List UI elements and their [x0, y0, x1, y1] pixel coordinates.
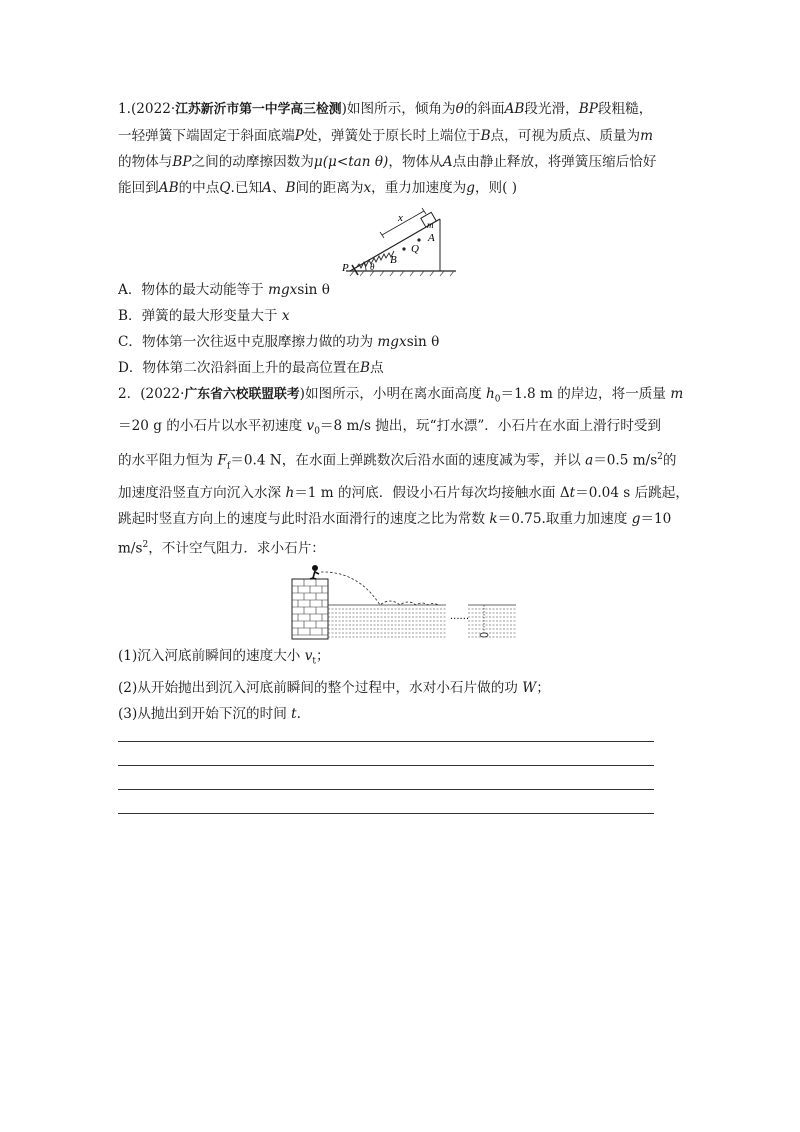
option-a-expr: mgx — [268, 282, 298, 298]
q1-bp: BP — [578, 101, 598, 117]
sub2-tail: ； — [536, 679, 550, 696]
q2-text: m/s — [118, 540, 143, 557]
q2-line-2 — [118, 413, 662, 445]
q1-text: 处，弹簧处于原长时上端位于 — [303, 128, 481, 144]
ground-hatch — [350, 271, 454, 276]
q1-option-c — [118, 329, 658, 355]
q1-m: m — [640, 128, 654, 144]
q1-text: 段光滑， — [524, 101, 579, 117]
q1-line-1 — [118, 96, 658, 123]
q2-sub-3 — [118, 701, 658, 727]
answer-line[interactable] — [118, 813, 654, 814]
ellipsis-gap: ...... — [450, 611, 470, 623]
question-1 — [118, 96, 658, 381]
q2-g: g — [631, 510, 641, 527]
option-c-tail: sin θ — [406, 334, 440, 350]
q2-text: ＝1.8 m 的岸边，将一质量 — [500, 386, 671, 402]
q1-text: 之间的动摩擦因数为 — [191, 154, 314, 170]
q1-ab: AB — [504, 101, 525, 117]
incline-diagram — [118, 201, 658, 277]
sub3-t: t — [291, 705, 297, 722]
q2-text: ＝0.75.取重力加速度 — [497, 510, 632, 527]
option-a-text: A．物体的最大动能等于 — [118, 282, 269, 298]
q2-line-4 — [118, 480, 689, 506]
stone — [480, 633, 488, 637]
label-theta: θ — [370, 262, 375, 272]
sub3-text: (3)从抛出到开始下沉的时间 — [118, 705, 292, 722]
q2-text: 加速度沿竖直方向沉入水深 — [118, 484, 286, 501]
q1-option-d — [118, 355, 658, 381]
q2-text: ＝1 m 的河底．假设小石片每次均接触水面 Δ — [294, 484, 570, 501]
question-2 — [118, 381, 689, 727]
option-d-b: B — [360, 360, 370, 376]
label-a: A — [428, 232, 435, 244]
q1-q: Q — [219, 180, 231, 196]
q1-answer-blank: ，则( ) — [474, 180, 518, 196]
option-c-expr: mgx — [377, 334, 407, 350]
q2-number: 2．(2022· — [118, 386, 185, 402]
q2-line-1 — [118, 381, 684, 413]
option-c-text: C．物体第一次往返中克服摩擦力做的功为 — [118, 334, 378, 350]
q2-text: 跳起时竖直方向上的速度与此时沿水面滑行的速度之比为常数 — [118, 510, 490, 527]
q1-ab: AB — [158, 180, 179, 196]
answer-line[interactable] — [118, 789, 654, 790]
page-content — [118, 96, 689, 814]
q1-g: g — [466, 180, 475, 196]
q2-sub-1 — [118, 643, 658, 675]
q1-option-a — [118, 277, 658, 303]
q2-ff: F — [217, 452, 227, 469]
angle-arc — [364, 263, 366, 271]
option-d-tail: 点 — [370, 360, 384, 376]
q2-text: 的水平阻力恒为 — [118, 452, 218, 469]
q2-h: h — [285, 484, 295, 501]
q1-text: ，重力加速度为 — [371, 180, 467, 196]
distance-x-tick — [380, 232, 384, 238]
q1-theta: θ — [455, 101, 464, 117]
q1-option-b — [118, 303, 658, 329]
sub1-tail: ； — [316, 648, 330, 665]
q2-text: ，不计空气阻力．求小石片： — [148, 540, 325, 557]
answer-line[interactable] — [118, 765, 654, 766]
q2-t: t — [569, 484, 576, 501]
sub1-text: (1)沉入河底前瞬间的速度大小 — [118, 648, 305, 665]
q1-text: 能回到 — [118, 180, 159, 196]
skipping-diagram — [118, 561, 658, 643]
q2-text: ＝0.04 s 后跳起， — [575, 484, 689, 501]
q2-sub-2 — [118, 675, 658, 701]
q2-text: )如图所示，小明在离水面高度 — [299, 386, 486, 402]
label-m: m — [427, 220, 434, 230]
q2-text: ＝8 m/s 抛出，玩“打水漂”．小石片在水面上滑行时受到 — [319, 417, 662, 434]
spring — [356, 251, 394, 268]
q1-text: ，物体从 — [388, 154, 443, 170]
sub3-tail: . — [296, 705, 301, 722]
q2-h0: h — [485, 386, 495, 402]
q1-bp: BP — [172, 154, 192, 170]
q1-incline-figure — [118, 201, 658, 277]
q2-source: 广东省六校联盟联考 — [184, 387, 300, 402]
q2-sup: 2 — [657, 452, 663, 463]
distance-x-tick — [422, 208, 426, 214]
q1-line-2 — [118, 123, 658, 149]
q2-m: m — [670, 386, 684, 402]
option-d-text: D．物体第二次沿斜面上升的最高位置在 — [118, 360, 360, 376]
q1-text: 的物体与 — [118, 154, 173, 170]
q1-text: 间的距离为 — [295, 180, 364, 196]
q1-x: x — [363, 180, 372, 196]
label-q: Q — [411, 243, 419, 255]
answer-area — [118, 741, 658, 814]
q1-text: )如图所示，倾角为 — [341, 101, 456, 117]
q1-text: 、 — [271, 180, 286, 196]
q1-b: B — [480, 128, 491, 144]
sub2-w: W — [522, 679, 537, 696]
q1-text: 的中点 — [178, 180, 220, 196]
q2-v0-sub: 0 — [314, 426, 320, 437]
q2-line-5 — [118, 506, 672, 532]
label-b: B — [390, 254, 397, 266]
q1-text: .已知 — [230, 180, 263, 196]
q2-skipping-figure — [118, 561, 658, 643]
q2-a: a — [585, 452, 594, 469]
trajectory-path — [321, 572, 438, 605]
q2-line-6 — [118, 532, 658, 562]
point-q-dot — [417, 238, 420, 241]
label-x: x — [398, 212, 403, 224]
point-b-dot — [402, 247, 405, 250]
q1-source: 江苏新沂市第一中学高三检测 — [175, 102, 342, 117]
q2-text: ＝0.5 m/s — [593, 452, 658, 469]
answer-line[interactable] — [118, 741, 654, 742]
sub1-vt: v — [304, 648, 313, 665]
q2-text: 的 — [662, 452, 677, 469]
q1-text: 一轻弹簧下端固定于斜面底端 — [118, 128, 295, 144]
q1-p: P — [294, 128, 304, 144]
q1-b: B — [285, 180, 296, 196]
q1-line-4 — [118, 175, 658, 201]
q1-line-3 — [118, 149, 658, 175]
q2-k: k — [489, 510, 498, 527]
q2-ff-sub: f — [226, 461, 231, 472]
sub2-text: (2)从开始抛出到沉入河底前瞬间的整个过程中，水对小石片做的功 — [118, 679, 523, 696]
q1-text: 点，可视为质点、质量为 — [490, 128, 641, 144]
q2-line-3 — [118, 444, 677, 479]
water-region — [328, 605, 516, 637]
q1-text: 点由静止释放，将弹簧压缩后恰好 — [452, 154, 657, 170]
q1-a: A — [262, 180, 272, 196]
option-b-x: x — [281, 308, 290, 324]
q2-text: ＝0.4 N，在水面上弹跳数次后沿水面的速度减为零，并以 — [230, 452, 586, 469]
q1-a: A — [442, 154, 453, 170]
q2-h0-sub: 0 — [494, 394, 501, 405]
sub1-vt-sub: t — [312, 656, 317, 667]
q2-v0: v — [306, 417, 315, 434]
person-icon — [310, 565, 319, 579]
q1-text: 的斜面 — [463, 101, 505, 117]
q1-number: 1.(2022· — [118, 101, 176, 117]
option-b-text: B．弹簧的最大形变量大于 — [118, 308, 282, 324]
q1-text: 段粗糙， — [597, 101, 653, 117]
q1-mu: μ(μ<tan θ) — [313, 154, 389, 170]
q2-sup: 2 — [142, 539, 149, 550]
option-a-tail: sin θ — [297, 282, 330, 298]
q2-text: ＝20 g 的小石片以水平初速度 — [118, 417, 307, 434]
label-p: P — [342, 262, 349, 274]
q2-text: ＝10 — [640, 510, 672, 527]
